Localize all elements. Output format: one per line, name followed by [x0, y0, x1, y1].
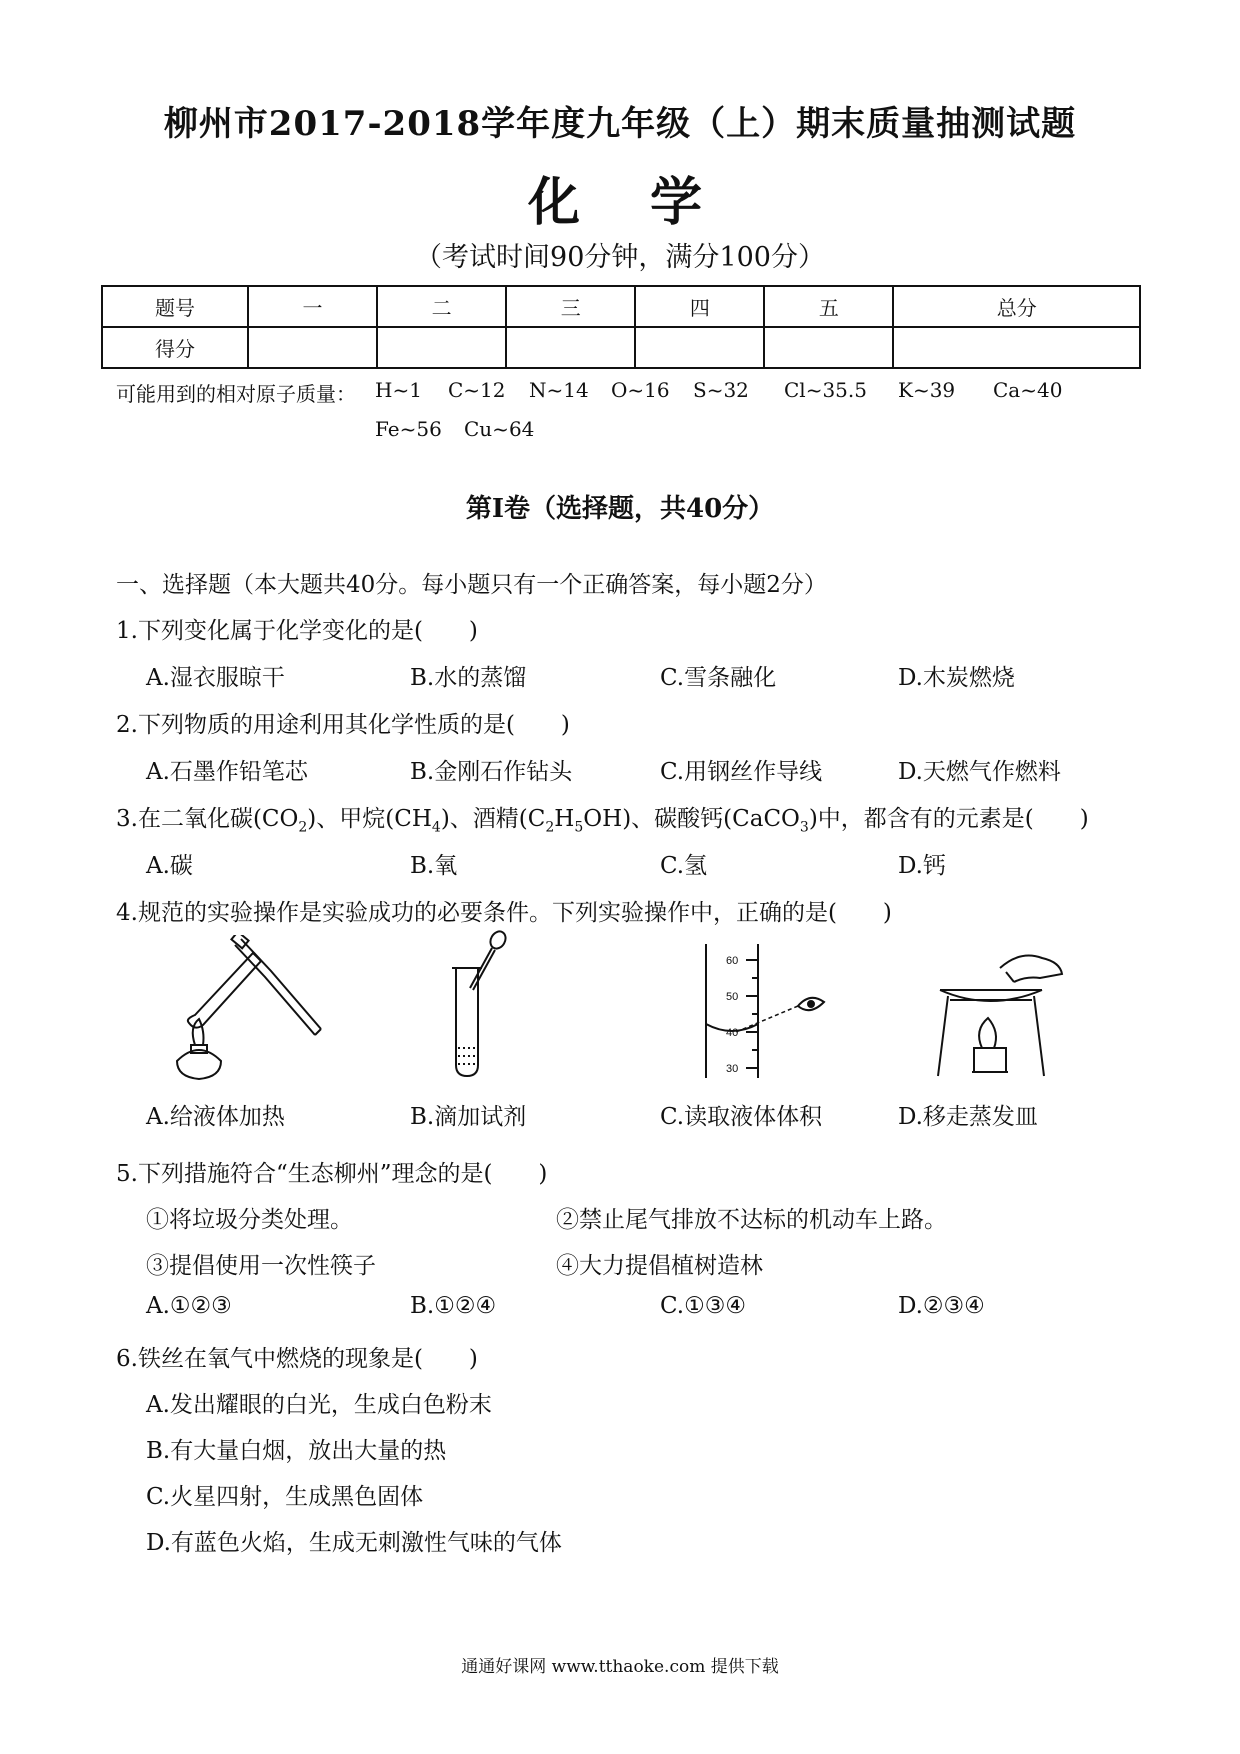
figure-reading-volume: [688, 942, 858, 1080]
question-1-option-d: D.木炭燃烧: [898, 665, 1015, 691]
score-cell-label: 题号: [102, 286, 248, 327]
atomic-mass-label: 可能用到的相对原子质量：: [116, 382, 356, 406]
question-6-option-c: C.火星四射，生成黑色固体: [146, 1484, 424, 1510]
atomic-mass-ca: Ca~40: [993, 378, 1063, 402]
score-table-header-row: [102, 286, 1140, 327]
question-3-subscript: 5: [574, 819, 584, 836]
question-4-option-c: C.读取液体体积: [660, 1104, 823, 1130]
question-5-measure-3: ③提倡使用一次性筷子: [146, 1253, 376, 1279]
question-5-measure-1: ①将垃圾分类处理。: [146, 1207, 353, 1233]
question-3-subscript: 4: [431, 819, 441, 836]
cylinder-tick-label: 60: [726, 955, 739, 967]
atomic-mass-cu: Cu~64: [464, 417, 535, 441]
question-3-option-b: B.氧: [410, 853, 458, 879]
question-5-option-b: B.①②④: [410, 1293, 497, 1319]
score-cell-2: 二: [377, 286, 506, 327]
exam-title: 柳州市2017-2018学年度九年级（上）期末质量抽测试题: [163, 104, 1077, 144]
question-3-option-c: C.氢: [660, 853, 708, 879]
score-table: [101, 285, 1141, 369]
question-3-option-d: D.钙: [898, 853, 946, 879]
page-footer[interactable]: 通通好课网 www.tthaoke.com 提供下载: [461, 1657, 779, 1677]
question-3-stem: [116, 800, 1089, 836]
question-3-stem-part: )、甲烷(CH: [307, 806, 432, 832]
question-6-option-a: A.发出耀眼的白光，生成白色粉末: [146, 1392, 492, 1418]
question-6-option-b: B.有大量白烟，放出大量的热: [146, 1438, 447, 1464]
question-5-stem: 5.下列措施符合“生态柳州”理念的是( ): [116, 1161, 548, 1187]
score-blank: [377, 327, 506, 368]
question-3-stem-part: H: [554, 806, 575, 832]
question-1-stem: 1.下列变化属于化学变化的是( ): [116, 618, 478, 644]
question-1-option-a: A.湿衣服晾干: [146, 665, 285, 691]
figure-heating-liquid: [175, 935, 335, 1085]
question-5-option-c: C.①③④: [660, 1293, 746, 1319]
question-1-option-c: C.雪条融化: [660, 665, 777, 691]
section-title: 第I卷（选择题，共40分）: [465, 494, 775, 524]
cylinder-tick-label: 50: [726, 991, 739, 1003]
figure-dropper: [440, 930, 520, 1080]
question-3-subscript: 2: [545, 819, 555, 836]
atomic-mass-n: N~14: [529, 378, 589, 402]
question-4-stem: 4.规范的实验操作是实验成功的必要条件。下列实验操作中，正确的是( ): [116, 900, 892, 926]
question-4-option-d: D.移走蒸发皿: [898, 1104, 1038, 1130]
question-2-option-c: C.用钢丝作导线: [660, 759, 823, 785]
score-row-label: 得分: [102, 327, 248, 368]
atomic-mass-s: S~32: [693, 378, 749, 402]
question-3-subscript: 3: [799, 819, 809, 836]
question-2-option-d: D.天燃气作燃料: [898, 759, 1061, 785]
score-blank: [506, 327, 635, 368]
cylinder-tick-label: 40: [726, 1027, 739, 1039]
question-2-stem: 2.下列物质的用途利用其化学性质的是( ): [116, 712, 570, 738]
question-3-subscript: 2: [298, 819, 308, 836]
question-3-stem-part: )中，都含有的元素是( ): [808, 806, 1089, 832]
atomic-mass-o: O~16: [611, 378, 670, 402]
exam-time: （考试时间90分钟，满分100分）: [415, 242, 825, 273]
question-3-stem-part: 3.在二氧化碳(CO: [116, 806, 299, 832]
question-5-option-d: D.②③④: [898, 1293, 985, 1319]
question-6-option-d: D.有蓝色火焰，生成无刺激性气味的气体: [146, 1530, 562, 1556]
question-3-stem-part: )、酒精(C: [440, 806, 546, 832]
score-blank: [893, 327, 1140, 368]
score-cell-3: 三: [506, 286, 635, 327]
question-2-option-a: A.石墨作铅笔芯: [146, 759, 308, 785]
question-6-stem: 6.铁丝在氧气中燃烧的现象是( ): [116, 1346, 478, 1372]
score-cell-5: 五: [764, 286, 893, 327]
part1-title: 一、选择题（本大题共40分。每小题只有一个正确答案，每小题2分）: [116, 572, 827, 598]
question-1-option-b: B.水的蒸馏: [410, 665, 527, 691]
question-4-option-b: B.滴加试剂: [410, 1104, 527, 1130]
figure-evaporating-dish: [930, 950, 1070, 1080]
score-cell-4: 四: [635, 286, 764, 327]
cylinder-tick-label: 30: [726, 1063, 739, 1075]
score-cell-1: 一: [248, 286, 377, 327]
question-3-stem-part: OH)、碳酸钙(CaCO: [583, 806, 800, 832]
atomic-mass-cl: Cl~35.5: [784, 378, 867, 402]
question-5-measure-4: ④大力提倡植树造林: [556, 1253, 763, 1279]
atomic-mass-fe: Fe~56: [375, 417, 442, 441]
question-3-option-a: A.碳: [146, 853, 193, 879]
score-blank: [764, 327, 893, 368]
question-2-option-b: B.金刚石作钻头: [410, 759, 573, 785]
score-cell-total: 总分: [893, 286, 1140, 327]
atomic-mass-h: H~1: [375, 378, 422, 402]
question-5-option-a: A.①②③: [146, 1293, 232, 1319]
atomic-mass-k: K~39: [898, 378, 956, 402]
atomic-mass-c: C~12: [448, 378, 506, 402]
score-blank: [248, 327, 377, 368]
question-5-measure-2: ②禁止尾气排放不达标的机动车上路。: [556, 1207, 947, 1233]
score-blank: [635, 327, 764, 368]
subject-title: 化学: [527, 172, 772, 233]
question-4-option-a: A.给液体加热: [146, 1104, 285, 1130]
score-table-score-row: [102, 327, 1140, 368]
